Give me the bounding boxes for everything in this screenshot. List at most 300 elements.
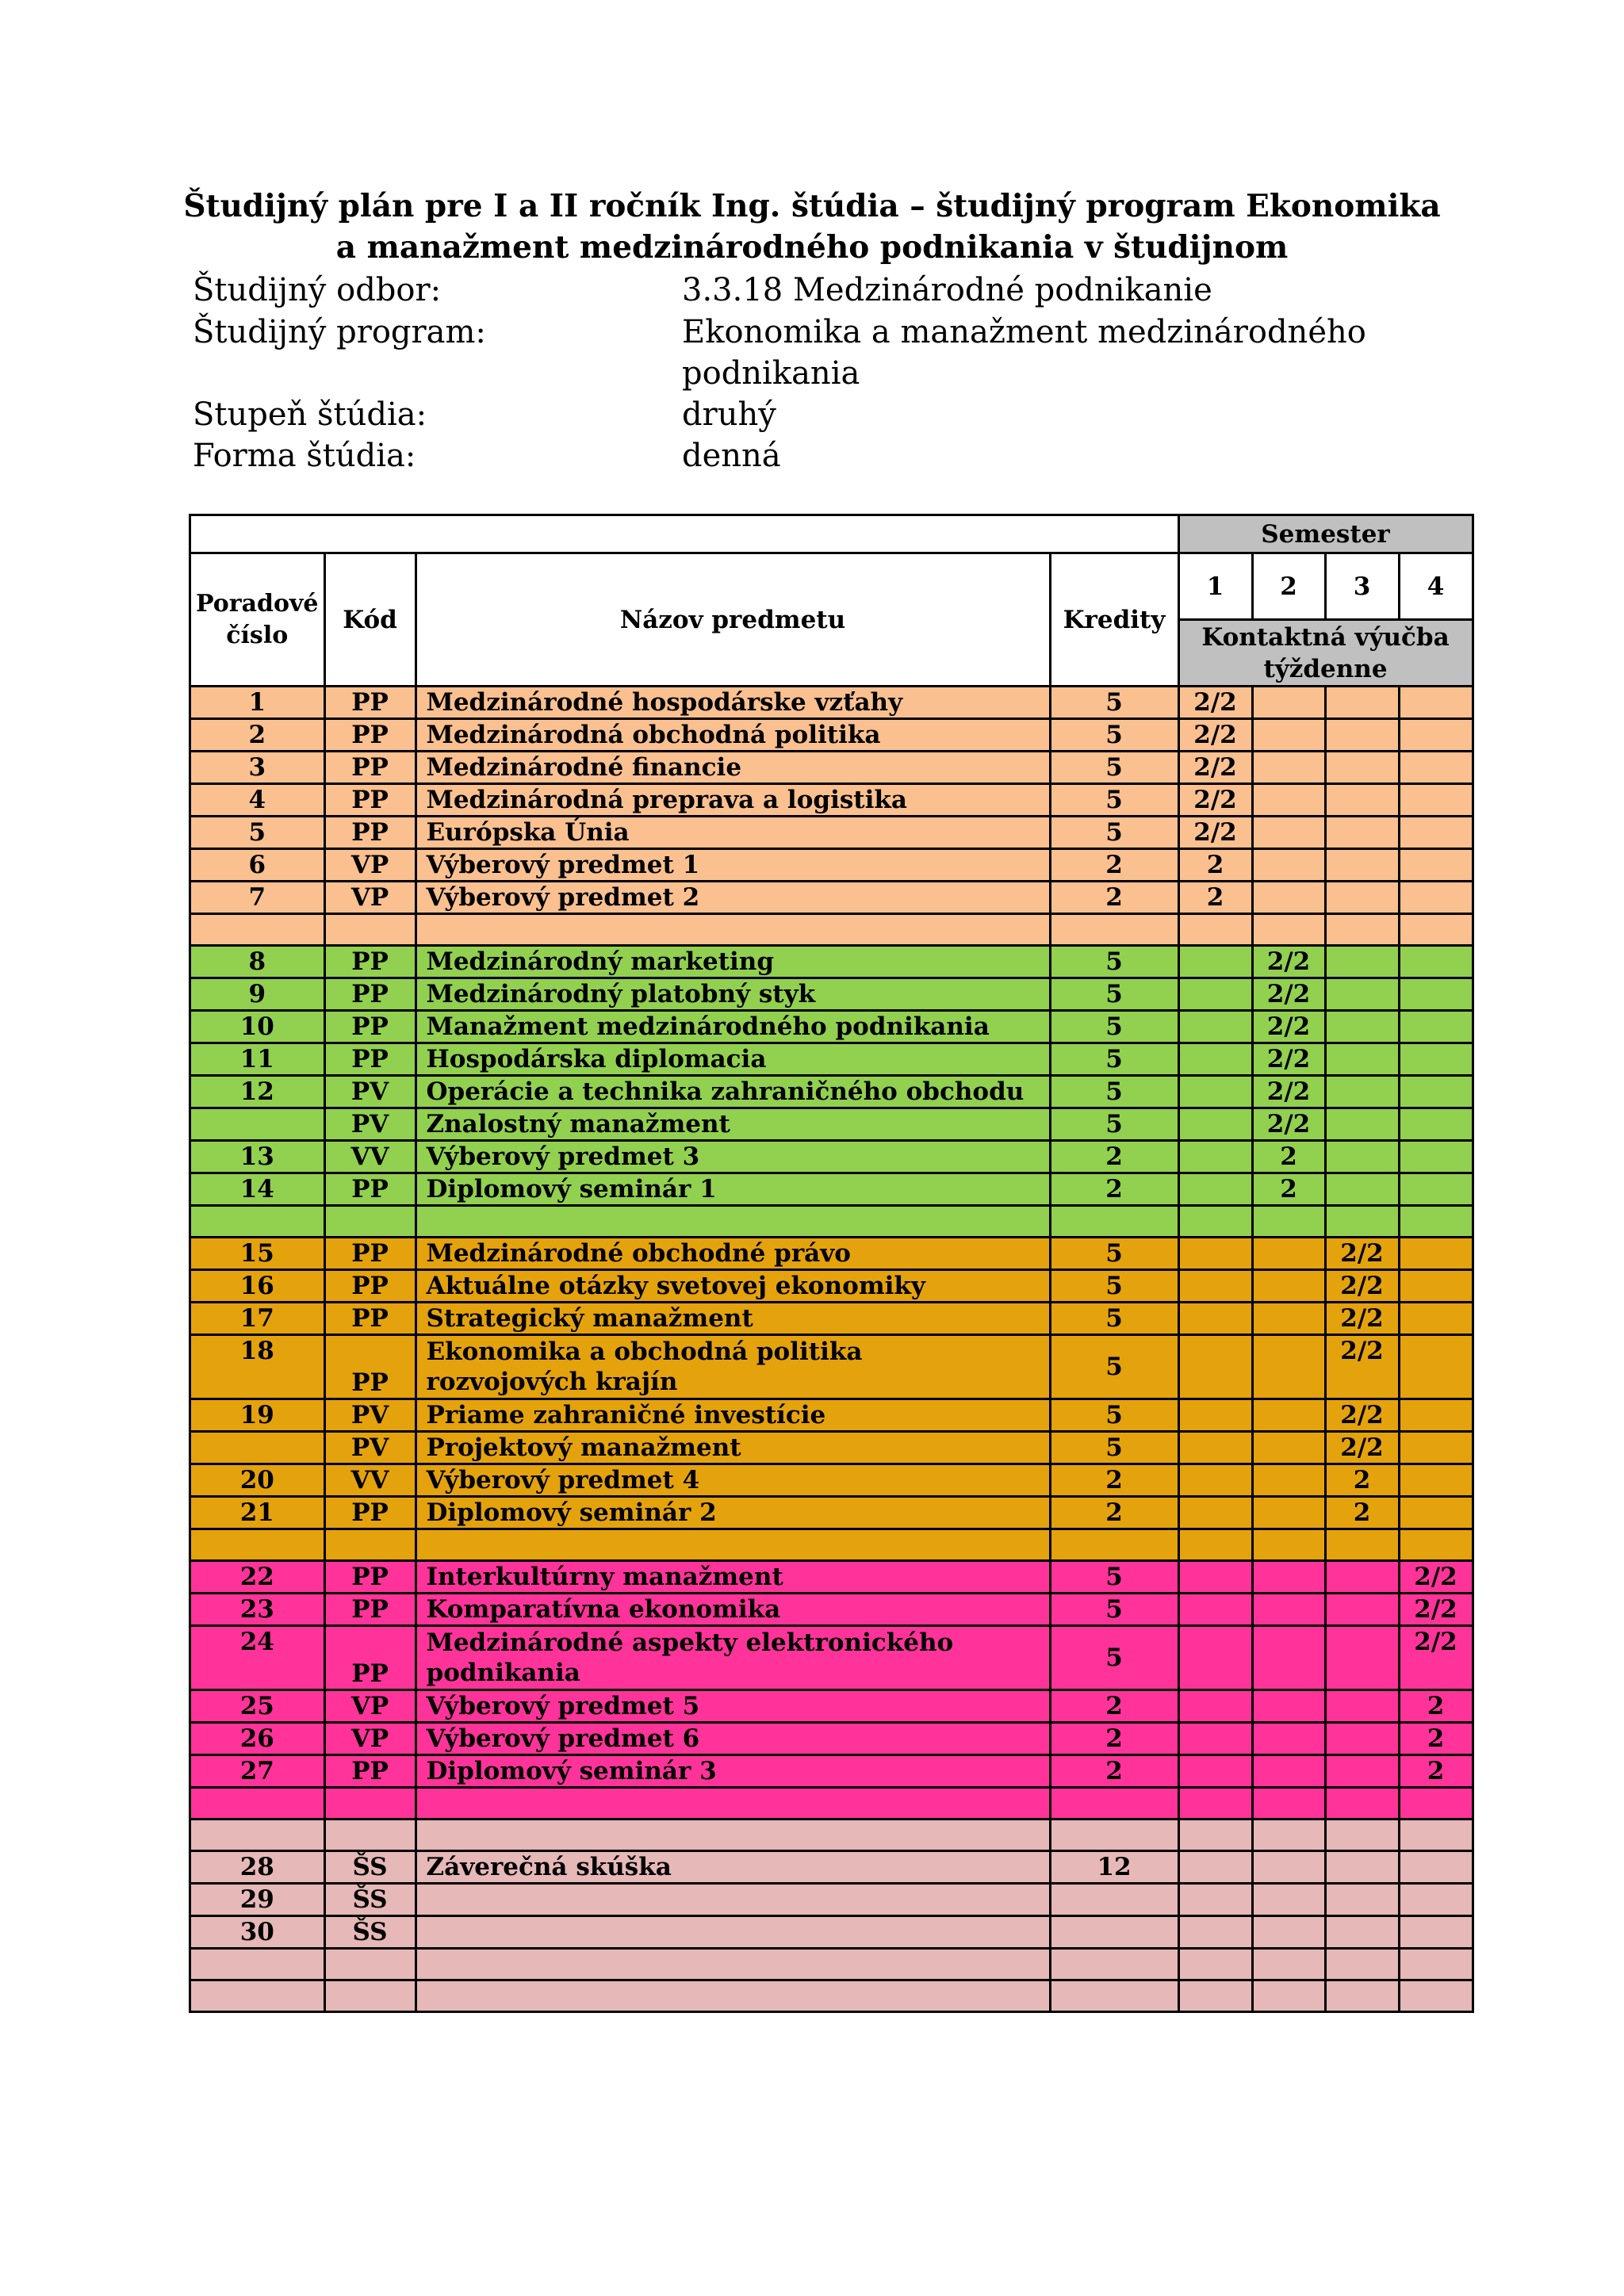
row-semester-4	[1399, 1432, 1473, 1464]
row-semester-3: 2/2	[1325, 1432, 1399, 1464]
row-semester-1	[1178, 914, 1252, 946]
row-semester-4	[1399, 752, 1473, 784]
table-row	[190, 1432, 1473, 1464]
row-number	[190, 1206, 325, 1238]
row-semester-4	[1399, 1788, 1473, 1820]
row-semester-3	[1325, 1529, 1399, 1561]
row-semester-1: 2/2	[1178, 784, 1252, 817]
table-row	[190, 1949, 1473, 1980]
row-semester-3	[1325, 1851, 1399, 1884]
row-credits	[1050, 1916, 1178, 1949]
study-plan-table	[189, 514, 1474, 2013]
row-semester-2	[1252, 784, 1325, 817]
row-semester-4	[1399, 1464, 1473, 1497]
row-semester-2: 2/2	[1252, 978, 1325, 1011]
table-row	[190, 1464, 1473, 1497]
row-subject-name: Európska Únia	[416, 817, 1050, 849]
row-subject-name: Diplomový seminár 2	[416, 1497, 1050, 1529]
table-row	[190, 1011, 1473, 1043]
row-semester-1	[1178, 1497, 1252, 1529]
row-semester-4: 2/2	[1399, 1594, 1473, 1626]
row-number: 17	[190, 1303, 325, 1335]
row-credits	[1050, 1980, 1178, 2012]
row-subject-name: Aktuálne otázky svetovej ekonomiky	[416, 1270, 1050, 1303]
meta-value-stupen: druhý	[682, 396, 776, 433]
row-semester-3	[1325, 1108, 1399, 1141]
row-credits: 5	[1050, 1432, 1178, 1464]
row-semester-2	[1252, 1497, 1325, 1529]
row-subject-name: Hospodárska diplomacia	[416, 1043, 1050, 1076]
row-number: 4	[190, 784, 325, 817]
row-semester-2	[1252, 1432, 1325, 1464]
row-subject-name	[416, 1788, 1050, 1820]
row-credits: 5	[1050, 1108, 1178, 1141]
table-row	[190, 1690, 1473, 1723]
row-semester-4	[1399, 1206, 1473, 1238]
row-semester-1	[1178, 1561, 1252, 1594]
row-semester-3	[1325, 1755, 1399, 1788]
row-semester-4	[1399, 1076, 1473, 1108]
row-subject-name: Medzinárodný platobný styk	[416, 978, 1050, 1011]
row-semester-2	[1252, 1788, 1325, 1820]
row-number: 20	[190, 1464, 325, 1497]
row-number	[190, 1108, 325, 1141]
row-semester-4: 2	[1399, 1755, 1473, 1788]
row-semester-2	[1252, 817, 1325, 849]
table-row	[190, 1043, 1473, 1076]
row-semester-4	[1399, 1238, 1473, 1270]
meta-value-program: Ekonomika a manažment medzinárodného	[682, 314, 1366, 350]
table-row	[190, 1206, 1473, 1238]
row-credits: 2	[1050, 1723, 1178, 1755]
header-sem-1: 1	[1178, 553, 1252, 620]
row-semester-4	[1399, 914, 1473, 946]
row-semester-3	[1325, 914, 1399, 946]
row-credits	[1050, 1820, 1178, 1851]
table-row	[190, 1303, 1473, 1335]
row-subject-name: Výberový predmet 1	[416, 849, 1050, 882]
row-credits: 5	[1050, 1238, 1178, 1270]
row-semester-3: 2/2	[1325, 1335, 1399, 1399]
row-semester-4	[1399, 817, 1473, 849]
row-subject-name: Výberový predmet 2	[416, 882, 1050, 914]
table-row	[190, 1755, 1473, 1788]
row-credits	[1050, 1884, 1178, 1916]
row-code: PV	[324, 1399, 416, 1432]
row-subject-name: Medzinárodné financie	[416, 752, 1050, 784]
row-semester-3	[1325, 978, 1399, 1011]
row-credits: 2	[1050, 882, 1178, 914]
row-number: 24	[190, 1626, 325, 1690]
row-semester-2	[1252, 1270, 1325, 1303]
table-row	[190, 1561, 1473, 1594]
row-code: PV	[324, 1108, 416, 1141]
row-semester-1	[1178, 1788, 1252, 1820]
row-number: 8	[190, 946, 325, 978]
table-row	[190, 1399, 1473, 1432]
row-semester-3: 2/2	[1325, 1303, 1399, 1335]
row-semester-3	[1325, 1788, 1399, 1820]
row-code: PP	[324, 1561, 416, 1594]
row-number	[190, 1980, 325, 2012]
row-code: PP	[324, 817, 416, 849]
row-semester-1	[1178, 1529, 1252, 1561]
row-number: 12	[190, 1076, 325, 1108]
row-semester-4	[1399, 978, 1473, 1011]
header-row-2	[190, 553, 1473, 620]
row-credits: 5	[1050, 1043, 1178, 1076]
row-code: PP	[324, 1011, 416, 1043]
table-row	[190, 946, 1473, 978]
table-row	[190, 719, 1473, 752]
row-semester-2	[1252, 1399, 1325, 1432]
row-semester-3	[1325, 1076, 1399, 1108]
table-row	[190, 1141, 1473, 1173]
row-semester-4	[1399, 882, 1473, 914]
row-code: PP	[324, 752, 416, 784]
table-row	[190, 1529, 1473, 1561]
row-number	[190, 1788, 325, 1820]
table-row	[190, 1270, 1473, 1303]
row-credits: 5	[1050, 1561, 1178, 1594]
row-semester-3: 2/2	[1325, 1399, 1399, 1432]
row-semester-4	[1399, 1851, 1473, 1884]
row-code: ŠS	[324, 1884, 416, 1916]
row-semester-1	[1178, 1011, 1252, 1043]
row-semester-1	[1178, 1108, 1252, 1141]
row-subject-name	[416, 1206, 1050, 1238]
row-semester-4: 2	[1399, 1723, 1473, 1755]
row-semester-1	[1178, 1270, 1252, 1303]
table-row	[190, 1594, 1473, 1626]
row-subject-name: Strategický manažment	[416, 1303, 1050, 1335]
row-semester-1	[1178, 1626, 1252, 1690]
table-row	[190, 817, 1473, 849]
row-subject-name: Priame zahraničné investície	[416, 1399, 1050, 1432]
row-code	[324, 1206, 416, 1238]
table-row	[190, 1335, 1473, 1399]
row-semester-2	[1252, 1303, 1325, 1335]
table-row	[190, 1723, 1473, 1755]
table-row	[190, 1916, 1473, 1949]
row-semester-4	[1399, 1141, 1473, 1173]
row-credits	[1050, 1206, 1178, 1238]
row-credits: 5	[1050, 784, 1178, 817]
row-semester-3: 2	[1325, 1464, 1399, 1497]
row-credits: 2	[1050, 1755, 1178, 1788]
row-semester-3	[1325, 1173, 1399, 1206]
header-row-1	[190, 515, 1473, 553]
row-number	[190, 1820, 325, 1851]
row-semester-2	[1252, 719, 1325, 752]
header-nazov: Názov predmetu	[416, 553, 1050, 687]
row-semester-2	[1252, 1690, 1325, 1723]
row-subject-name: Znalostný manažment	[416, 1108, 1050, 1141]
row-number: 18	[190, 1335, 325, 1399]
row-number: 28	[190, 1851, 325, 1884]
row-subject-name	[416, 914, 1050, 946]
row-semester-4	[1399, 1043, 1473, 1076]
row-semester-4	[1399, 687, 1473, 719]
row-semester-3	[1325, 1916, 1399, 1949]
row-subject-name: Výberový predmet 5	[416, 1690, 1050, 1723]
row-code: PP	[324, 1238, 416, 1270]
row-subject-name: Projektový manažment	[416, 1432, 1050, 1464]
row-number: 14	[190, 1173, 325, 1206]
row-subject-name: Medzinárodné hospodárske vzťahy	[416, 687, 1050, 719]
row-semester-1: 2/2	[1178, 817, 1252, 849]
row-number: 21	[190, 1497, 325, 1529]
row-semester-4	[1399, 1011, 1473, 1043]
table-row	[190, 978, 1473, 1011]
header-blank	[190, 515, 1179, 553]
header-kredity: Kredity	[1050, 553, 1178, 687]
row-semester-2	[1252, 1755, 1325, 1788]
table-row	[190, 687, 1473, 719]
row-number	[190, 914, 325, 946]
row-semester-1	[1178, 1399, 1252, 1432]
row-semester-3	[1325, 946, 1399, 978]
row-semester-1	[1178, 1755, 1252, 1788]
row-subject-name	[416, 1884, 1050, 1916]
row-subject-name: Medzinárodná preprava a logistika	[416, 784, 1050, 817]
row-credits	[1050, 1529, 1178, 1561]
row-semester-3	[1325, 784, 1399, 817]
table-row	[190, 849, 1473, 882]
row-semester-1	[1178, 1464, 1252, 1497]
row-semester-1	[1178, 1980, 1252, 2012]
meta-value-odbor: 3.3.18 Medzinárodné podnikanie	[682, 272, 1212, 308]
row-semester-4	[1399, 784, 1473, 817]
row-subject-name: Záverečná skúška	[416, 1851, 1050, 1884]
row-code: PP	[324, 946, 416, 978]
row-semester-3: 2/2	[1325, 1238, 1399, 1270]
row-semester-4	[1399, 1916, 1473, 1949]
row-subject-name: Medzinárodné obchodné právo	[416, 1238, 1050, 1270]
row-code: VP	[324, 1723, 416, 1755]
row-semester-2: 2	[1252, 1173, 1325, 1206]
meta-label-forma: Forma štúdia:	[193, 438, 416, 474]
row-semester-4	[1399, 1173, 1473, 1206]
row-semester-2	[1252, 1884, 1325, 1916]
row-semester-3	[1325, 1820, 1399, 1851]
table-row	[190, 1497, 1473, 1529]
row-number: 2	[190, 719, 325, 752]
row-code: PV	[324, 1076, 416, 1108]
row-semester-3	[1325, 1594, 1399, 1626]
row-semester-4: 2	[1399, 1690, 1473, 1723]
row-number: 9	[190, 978, 325, 1011]
row-semester-2	[1252, 1851, 1325, 1884]
row-code: PP	[324, 1303, 416, 1335]
row-number	[190, 1529, 325, 1561]
row-semester-3	[1325, 752, 1399, 784]
row-credits: 5	[1050, 1303, 1178, 1335]
row-number: 7	[190, 882, 325, 914]
header-sem-2: 2	[1252, 553, 1325, 620]
row-semester-4	[1399, 1884, 1473, 1916]
row-credits: 5	[1050, 1076, 1178, 1108]
table-row	[190, 752, 1473, 784]
row-semester-2	[1252, 1529, 1325, 1561]
row-semester-2: 2/2	[1252, 1076, 1325, 1108]
row-semester-1	[1178, 1594, 1252, 1626]
row-credits: 5	[1050, 719, 1178, 752]
row-number: 23	[190, 1594, 325, 1626]
row-code: PV	[324, 1432, 416, 1464]
row-code: PP	[324, 784, 416, 817]
row-number: 19	[190, 1399, 325, 1432]
row-semester-2	[1252, 914, 1325, 946]
row-semester-2	[1252, 1335, 1325, 1399]
row-number: 30	[190, 1916, 325, 1949]
row-credits	[1050, 914, 1178, 946]
row-credits: 5	[1050, 687, 1178, 719]
row-code: VP	[324, 1690, 416, 1723]
row-credits: 2	[1050, 849, 1178, 882]
row-credits: 5	[1050, 752, 1178, 784]
row-semester-1: 2/2	[1178, 719, 1252, 752]
row-semester-2	[1252, 1916, 1325, 1949]
row-semester-1	[1178, 1432, 1252, 1464]
row-credits: 5	[1050, 946, 1178, 978]
row-semester-1	[1178, 1238, 1252, 1270]
row-semester-4	[1399, 1497, 1473, 1529]
row-semester-2: 2/2	[1252, 946, 1325, 978]
row-semester-1	[1178, 1141, 1252, 1173]
row-semester-2	[1252, 1949, 1325, 1980]
row-subject-name: Medzinárodná obchodná politika	[416, 719, 1050, 752]
row-semester-4: 2/2	[1399, 1626, 1473, 1690]
row-semester-4	[1399, 1270, 1473, 1303]
row-credits	[1050, 1949, 1178, 1980]
header-sem-3: 3	[1325, 553, 1399, 620]
row-subject-name: Výberový predmet 4	[416, 1464, 1050, 1497]
row-semester-3	[1325, 1011, 1399, 1043]
row-semester-1	[1178, 1335, 1252, 1399]
row-semester-2: 2	[1252, 1141, 1325, 1173]
row-semester-4	[1399, 1303, 1473, 1335]
row-semester-2	[1252, 1238, 1325, 1270]
row-subject-name: Medzinárodný marketing	[416, 946, 1050, 978]
row-semester-3	[1325, 882, 1399, 914]
row-semester-4	[1399, 849, 1473, 882]
title-line-2: a manažment medzinárodného podnikania v študijnom	[335, 229, 1289, 266]
row-semester-1	[1178, 1690, 1252, 1723]
meta-value-program-cont: podnikania	[682, 355, 860, 392]
row-code: PP	[324, 1497, 416, 1529]
row-number: 10	[190, 1011, 325, 1043]
row-semester-4	[1399, 1529, 1473, 1561]
meta-label-stupen: Stupeň štúdia:	[193, 396, 427, 433]
row-code: PP	[324, 1173, 416, 1206]
row-number: 13	[190, 1141, 325, 1173]
row-semester-1	[1178, 1303, 1252, 1335]
row-semester-3: 2	[1325, 1497, 1399, 1529]
row-credits: 5	[1050, 1335, 1178, 1399]
row-semester-2	[1252, 1206, 1325, 1238]
row-code: VV	[324, 1141, 416, 1173]
row-semester-2	[1252, 1723, 1325, 1755]
row-semester-1	[1178, 946, 1252, 978]
row-code: VP	[324, 882, 416, 914]
table-row	[190, 1238, 1473, 1270]
row-semester-3	[1325, 1949, 1399, 1980]
row-semester-3	[1325, 1141, 1399, 1173]
row-subject-name: Výberový predmet 3	[416, 1141, 1050, 1173]
meta-value-forma: denná	[682, 438, 781, 474]
document-title	[159, 186, 1465, 268]
row-code: PP	[324, 1270, 416, 1303]
row-semester-2	[1252, 882, 1325, 914]
row-code: PP	[324, 719, 416, 752]
row-subject-name: Výberový predmet 6	[416, 1723, 1050, 1755]
table-row	[190, 1788, 1473, 1820]
row-semester-1	[1178, 1723, 1252, 1755]
row-semester-2	[1252, 687, 1325, 719]
row-subject-name: Manažment medzinárodného podnikania	[416, 1011, 1050, 1043]
table-row	[190, 882, 1473, 914]
row-code: PP	[324, 1043, 416, 1076]
row-number	[190, 1432, 325, 1464]
table-row	[190, 914, 1473, 946]
row-semester-2	[1252, 1561, 1325, 1594]
row-credits: 5	[1050, 817, 1178, 849]
row-code: PP	[324, 1755, 416, 1788]
row-semester-4	[1399, 1108, 1473, 1141]
row-code: PP	[324, 1626, 416, 1690]
row-subject-name: Interkultúrny manažment	[416, 1561, 1050, 1594]
row-semester-3	[1325, 1884, 1399, 1916]
row-semester-1: 2	[1178, 849, 1252, 882]
row-credits: 2	[1050, 1141, 1178, 1173]
row-code: PP	[324, 687, 416, 719]
row-code	[324, 1949, 416, 1980]
table-row	[190, 1108, 1473, 1141]
row-semester-3	[1325, 1206, 1399, 1238]
row-semester-3: 2/2	[1325, 1270, 1399, 1303]
table-row	[190, 1820, 1473, 1851]
row-number: 11	[190, 1043, 325, 1076]
row-semester-2	[1252, 1464, 1325, 1497]
row-semester-4	[1399, 1335, 1473, 1399]
row-subject-name: Diplomový seminár 3	[416, 1755, 1050, 1788]
row-semester-1: 2	[1178, 882, 1252, 914]
table-row	[190, 1076, 1473, 1108]
row-code	[324, 1820, 416, 1851]
row-semester-1	[1178, 1884, 1252, 1916]
row-semester-1: 2/2	[1178, 752, 1252, 784]
row-subject-name	[416, 1980, 1050, 2012]
header-kod: Kód	[324, 553, 416, 687]
row-subject-name: Komparatívna ekonomika	[416, 1594, 1050, 1626]
row-semester-4	[1399, 946, 1473, 978]
row-semester-2	[1252, 1626, 1325, 1690]
row-semester-1	[1178, 1173, 1252, 1206]
row-code: PP	[324, 1335, 416, 1399]
table-row	[190, 1626, 1473, 1690]
table-row	[190, 1851, 1473, 1884]
row-semester-1	[1178, 978, 1252, 1011]
row-credits: 2	[1050, 1464, 1178, 1497]
row-number: 1	[190, 687, 325, 719]
row-semester-3	[1325, 1723, 1399, 1755]
row-semester-2: 2/2	[1252, 1108, 1325, 1141]
row-semester-1	[1178, 1949, 1252, 1980]
row-number: 6	[190, 849, 325, 882]
table-row	[190, 1980, 1473, 2012]
row-semester-1	[1178, 1851, 1252, 1884]
